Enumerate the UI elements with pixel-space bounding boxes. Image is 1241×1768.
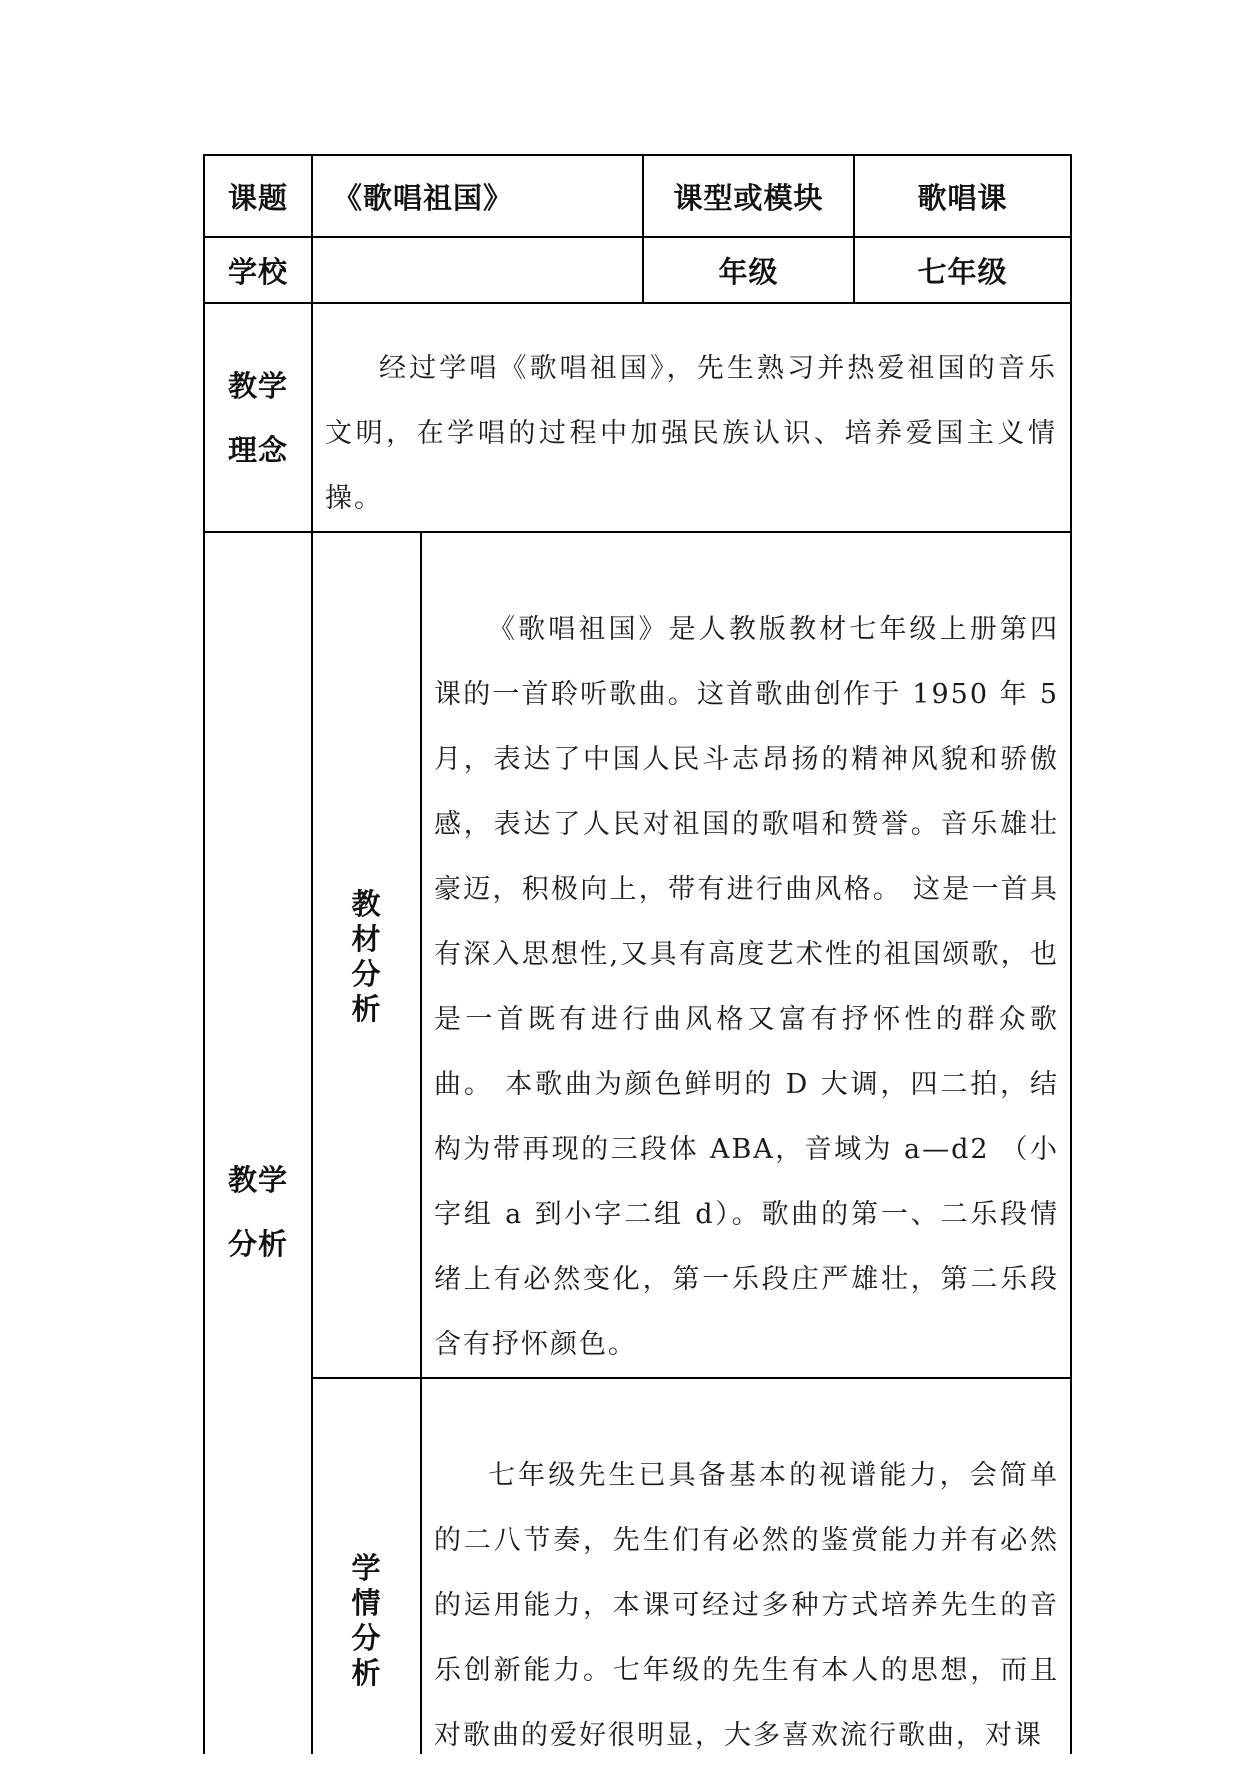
label-teaching-analysis: [205, 1132, 311, 1292]
table-subrow-divider: [312, 1377, 1072, 1379]
table-col-divider: [311, 154, 313, 1754]
lesson-type-value: 歌唱课: [917, 180, 1008, 215]
lesson-title: 《歌唱祖国》: [333, 180, 514, 215]
textbook-analysis-text: 《歌唱祖国》是人教版教材七年级上册第四课的一首聆听歌曲。这首歌曲创作于 1950 年 5 月，表达了中国人民斗志昂扬的精神风貌和骄傲感，表达了人民对祖国的歌唱和赞誉。音乐雄壮豪迈，积极向上，带有进行曲风格。 这是一首具有深入思想性,又具有高度艺术性的祖国颂歌，也是一首既有进行曲风格又富有抒怀性的群众歌曲。 本歌曲为颜色鲜明的 D 大调，四二拍，结构为带再现的三段体 ABA，音域为 a—d2 （小字组 a 到小字二组 d）。歌曲的第一、二乐段情绪上有必然变化，第一乐段庄严雄壮，第二乐段含有抒怀颜色。: [434, 614, 1059, 1360]
label-line-2: 分析: [227, 1227, 288, 1261]
teaching-philosophy-text: 经过学唱《歌唱祖国》，先生熟习并热爱祖国的音乐文明，在学唱的过程中加强民族认识、培养爱国主义情操。: [325, 353, 1057, 514]
student-analysis-text: 七年级先生已具备基本的视谱能力，会简单的二八节奏，先生们有必然的鉴赏能力并有必然的运用能力，本课可经过多种方式培养先生的音乐创新能力。七年级的先生有本人的思想，而且对歌曲的爱好很明显，大多喜欢流行歌曲，对课: [434, 1460, 1059, 1751]
label-line-2: 理念: [227, 432, 288, 467]
label-grade: 年级: [718, 254, 779, 289]
label-topic: 课题: [227, 180, 288, 215]
label-student-analysis: 学情分析: [351, 1551, 381, 1690]
label-school: 学校: [227, 254, 288, 289]
label-teaching-philosophy: [205, 304, 311, 531]
label-line-1: 教学: [227, 368, 288, 403]
label-lesson-type: 课型或模块: [673, 180, 824, 215]
table-row-divider: [203, 302, 1072, 304]
table-row-divider: [203, 531, 1072, 533]
table-subcol-divider: [420, 531, 422, 1754]
grade-value: 七年级: [917, 254, 1008, 289]
table-border-right: [1070, 154, 1072, 1754]
label-line-1: 教学: [227, 1163, 288, 1197]
label-textbook-analysis: 教材分析: [351, 887, 381, 1026]
school-value: [313, 238, 642, 302]
